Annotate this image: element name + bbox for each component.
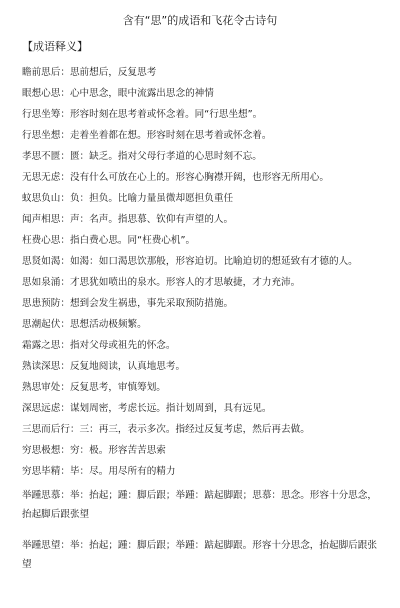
idiom-entry: 孝思不匮：匮：缺乏。指对父母行孝道的心思时刻不忘。 [22,151,262,162]
idiom-entry: 瞻前思后：思前想后，反复思考 [22,67,157,78]
idiom-entry: 蚊思负山：负：担负。比喻力量虽微却愿担负重任 [22,193,234,204]
idiom-entry: 枉费心思：指白费心思。同“枉费心机”。 [22,235,196,246]
idiom-entry: 闻声相思：声：名声。指思慕、钦仰有声望的人。 [22,214,234,225]
idiom-entry: 行思坐想：走着坐着都在想。形容时刻在思考着或怀念着。 [22,130,272,141]
idiom-entry: 思潮起伏：思想活动极频繁。 [22,319,147,330]
idiom-entry: 思贤如渴：如渴：如口渴思饮那般，形容迫切。比喻迫切的想延致有才德的人。 [22,256,358,267]
idiom-list [22,66,382,574]
section-heading: 【成语释义】 [22,40,88,53]
idiom-entry: 行思坐筹：形容时刻在思考着或怀念着。同“行思坐想”。 [22,109,263,120]
idiom-entry: 举踵思慕：举：抬起；踵：脚后跟；举踵：踮起脚跟；思慕：思念。形容十分思念，抬起脚后跟张望 [22,490,377,520]
idiom-entry: 熟思审处：反复思考，审慎筹划。 [22,382,166,393]
idiom-entry: 眼想心思：心中思念，眼中流露出思念的神情 [22,88,214,99]
idiom-entry: 深思远虑：谋划周密，考虑长远。指计划周到，具有远见。 [22,403,272,414]
document-title: 含有“思”的成语和飞花令古诗句 [122,14,278,27]
idiom-entry: 思如泉涌：才思犹如喷出的泉水。形容人的才思敏捷，才力充沛。 [22,277,301,288]
idiom-entry: 穷思毕精：毕：尽。用尽所有的精力 [22,466,176,477]
idiom-entry: 穷思极想：穷：极。形容苦苦思索 [22,445,166,456]
idiom-entry: 熟读深思：反复地阅读，认真地思考。 [22,361,186,372]
idiom-entry: 三思而后行：三：再三，表示多次。指经过反复考虑，然后再去做。 [22,424,310,435]
idiom-entry: 思患预防：想到会发生祸患，事先采取预防措施。 [22,298,234,309]
idiom-entry: 霜露之思：指对父母或祖先的怀念。 [22,340,176,351]
idiom-entry: 无思无虑：没有什么可放在心上的。形容心胸襟开阔，也形容无所用心。 [22,172,329,183]
idiom-entry: 举踵思望：举：抬起；踵：脚后跟；举踵：踮起脚跟。形容十分思念，抬起脚后跟张望 [22,540,377,570]
